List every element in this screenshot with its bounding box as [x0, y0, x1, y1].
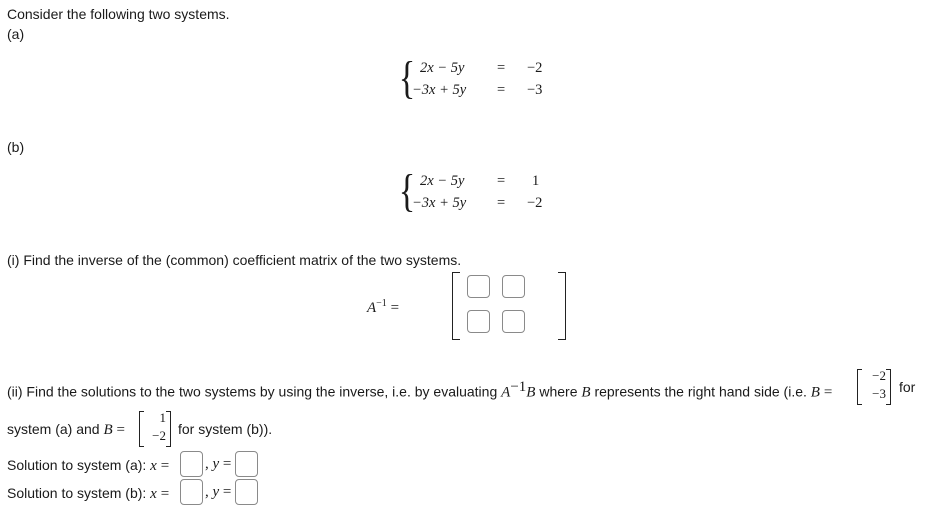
inverse-label: $A^{-1}$ = — [367, 298, 400, 316]
system-b-eq1-lhs: 2x − 5y — [420, 173, 465, 189]
system-b-eq2-lhs: −3x + 5y — [412, 195, 467, 211]
system-a-eq1-rhs: −2 — [527, 60, 543, 76]
system-a-eq1-rel: = — [497, 60, 506, 76]
intro-text: Consider the following two systems. — [7, 6, 230, 22]
system-b-eq1-rhs: 1 — [532, 173, 540, 189]
solution-a-x-input[interactable] — [180, 451, 203, 477]
vector-a-entry-1: −2 — [872, 368, 886, 383]
solution-b-x-input[interactable] — [180, 479, 203, 505]
solution-b-y-input[interactable] — [235, 479, 258, 505]
vector-a-right-bracket — [886, 369, 891, 405]
solution-b-label: Solution to system (b): x = — [7, 485, 170, 502]
part-b-label: (b) — [7, 139, 25, 155]
system-a-eq2-rel: = — [497, 82, 506, 98]
system-a-eq2-rhs: −3 — [527, 82, 543, 98]
solution-a-label: Solution to system (a): x = — [7, 457, 170, 474]
inverse-entry-11-input[interactable] — [467, 275, 490, 298]
part-ii-for: for — [899, 379, 916, 395]
part-ii-line-2: system (a) and B = — [7, 421, 126, 438]
vector-b-entry-2: −2 — [152, 428, 166, 443]
solution-a-y-label: , y = — [205, 456, 232, 472]
part-a-label: (a) — [7, 26, 25, 42]
vector-b-entry-1: 1 — [159, 410, 166, 425]
part-i-text: (i) Find the inverse of the (common) coefficient matrix of the two systems. — [7, 252, 462, 268]
inverse-entry-21-input[interactable] — [467, 310, 490, 333]
solution-b-y-label: , y = — [205, 484, 232, 500]
solution-a-y-input[interactable] — [235, 451, 258, 477]
matrix-right-bracket — [558, 272, 566, 340]
left-brace: { — [398, 165, 416, 216]
inverse-entry-22-input[interactable] — [502, 310, 525, 333]
matrix-left-bracket — [452, 272, 460, 340]
part-ii-line-1: (ii) Find the solutions to the two systems by using the inverse, i.e. by evaluating $A^{-1}B$ where B represents the right hand side (i.e. B = — [7, 379, 833, 401]
system-a-eq1-lhs: 2x − 5y — [420, 60, 465, 76]
vector-b-right-bracket — [166, 411, 171, 447]
inverse-entry-12-input[interactable] — [502, 275, 525, 298]
system-a-eq2-lhs: −3x + 5y — [412, 82, 467, 98]
system-b-eq1-rel: = — [497, 173, 506, 189]
system-b-eq2-rel: = — [497, 195, 506, 211]
part-ii-line-2-end: for system (b)). — [178, 421, 273, 437]
vector-a-entry-2: −3 — [872, 386, 886, 401]
left-brace: { — [398, 52, 416, 103]
system-b-eq2-rhs: −2 — [527, 195, 543, 211]
